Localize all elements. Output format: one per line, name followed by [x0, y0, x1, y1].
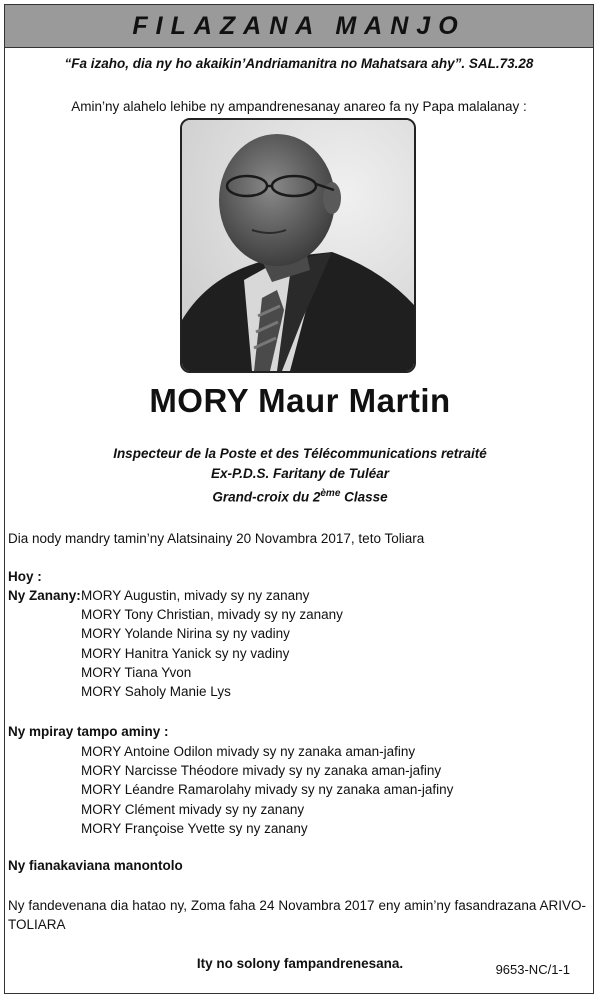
- title-line-1: Inspecteur de la Poste et des Télécommunications retraité: [113, 446, 487, 461]
- list-item: MORY Saholy Manie Lys: [81, 684, 231, 700]
- list-item: MORY Augustin, mivady sy ny zanany: [81, 588, 310, 603]
- hoy-label: Hoy :: [8, 569, 42, 584]
- children-label: Ny Zanany:: [8, 588, 81, 603]
- title-line-3-main: Grand-croix du 2: [212, 489, 321, 505]
- title-line-2: Ex-P.D.S. Faritany de Tuléar: [210, 466, 390, 481]
- list-item: MORY Yolande Nirina sy ny vadiny: [81, 626, 290, 642]
- header-title: FILAZANA MANJO: [132, 11, 466, 40]
- list-item: MORY Hanitra Yanick sy ny vadiny: [81, 645, 290, 661]
- closing-line: Ity no solony fampandrenesana.: [196, 956, 404, 971]
- list-item: MORY Clément mivady sy ny zanany: [81, 801, 305, 817]
- deceased-name: MORY Maur Martin: [149, 382, 451, 419]
- portrait-photo: [180, 118, 416, 373]
- list-item: MORY Narcisse Théodore mivady sy ny zanaka aman-jafiny: [81, 763, 442, 779]
- reference-code: 9653-NC/1-1: [495, 962, 570, 977]
- list-item: MORY Léandre Ramarolahy mivady sy ny zanaka aman-jafiny: [81, 782, 454, 798]
- death-notice: Dia nody mandry tamin’ny Alatsinainy 20 Novambra 2017, teto Toliara: [8, 531, 425, 546]
- intro-text: Amin’ny alahelo lehibe ny ampandrenesanay anareo fa ny Papa malalanay :: [71, 99, 527, 114]
- list-item: MORY Tony Christian, mivady sy ny zanany: [81, 607, 343, 623]
- title-line-3-end: Classe: [340, 489, 388, 505]
- list-item: MORY Françoise Yvette sy ny zanany: [81, 820, 308, 836]
- list-item: MORY Tiana Yvon: [81, 664, 192, 680]
- list-item: MORY Antoine Odilon mivady sy ny zanaka aman-jafiny: [81, 744, 416, 759]
- children-list: [81, 586, 343, 701]
- funeral-notice: Ny fandevenana dia hatao ny, Zoma faha 24 Novambra 2017 eny amin’ny fasandrazana ARIVO-TOLIARA: [8, 898, 586, 932]
- portrait-image: [182, 120, 414, 371]
- bible-quote: “Fa izaho, dia ny ho akaikin’Andriamanitra no Mahatsara ahy”. SAL.73.28: [64, 56, 534, 71]
- family-label: Ny fianakaviana manontolo: [8, 858, 183, 873]
- siblings-list: [81, 742, 453, 838]
- title-line-3: [0, 488, 600, 505]
- siblings-label: Ny mpiray tampo aminy :: [8, 724, 169, 739]
- header-banner: [5, 5, 593, 48]
- title-line-3-sup: ème: [320, 488, 341, 499]
